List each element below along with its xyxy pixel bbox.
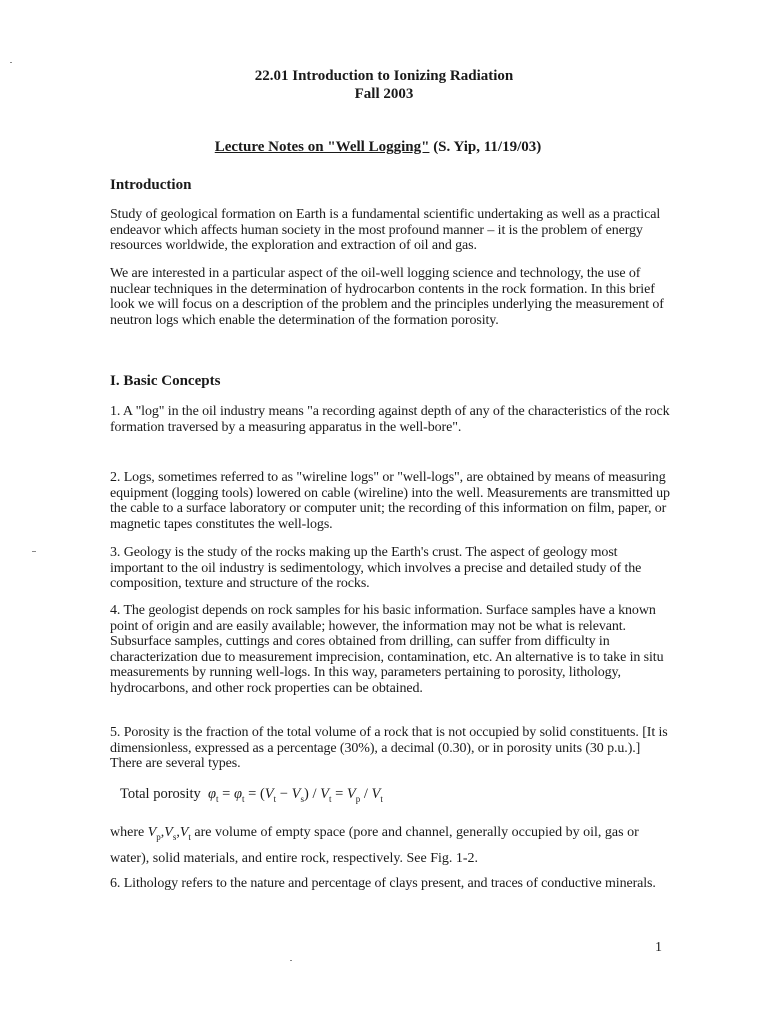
where-rest: are volume of empty space (pore and channel, generally occupied by oil, gas or water), solid materials, and entire rock, respectively. See Fig. 1-2. bbox=[110, 825, 639, 866]
formula-label: Total porosity bbox=[120, 786, 201, 802]
basic-concepts-heading: I. Basic Concepts bbox=[110, 373, 221, 389]
concept-item-6: 6. Lithology refers to the nature and percentage of clays present, and traces of conductive minerals. bbox=[110, 876, 656, 891]
introduction-paragraph-1: Study of geological formation on Earth is a fundamental scientific undertaking as well as a practical endeavor which affects human society in the most profound manner – it is the problem of energy resources worldwide, the exploration and extraction of oil and gas. bbox=[110, 207, 661, 254]
introduction-paragraph-2: We are interested in a particular aspect of the oil-well logging science and technology, the use of nuclear techniques in the determination of hydrocarbon contents in the rock formation. In this brief look we will focus on a description of the problem and the principles underlying the measurement of neutron logs which enable the determination of the formation porosity. bbox=[110, 266, 664, 328]
concept-item-2: 2. Logs, sometimes referred to as "wireline logs" or "well-logs", are obtained by means of measuring equipment (logging tools) lowered on cable (wireline) into the well. Measurements are transmitted up the cable to a surface laboratory or computer unit; the recording of this information on film, paper, or magnetic tapes constitutes the well-logs. bbox=[110, 470, 670, 532]
where-definition: where $V_p,V_s,V_t$ are volume of empty space (pore and channel, generally occupied by oil, gas or water), solid materials, and entire rock, respectively. See Fig. 1-2. bbox=[110, 825, 639, 866]
where-prefix: where bbox=[110, 825, 145, 840]
term: Fall 2003 bbox=[354, 86, 414, 102]
introduction-heading: Introduction bbox=[110, 177, 192, 193]
lecture-title: Lecture Notes on "Well Logging" bbox=[214, 139, 430, 155]
lecture-title-line bbox=[0, 139, 762, 156]
scan-speck bbox=[10, 62, 12, 63]
concept-item-3: 3. Geology is the study of the rocks making up the Earth's crust. The aspect of geology most important to the oil industry is sedimentology, which involves a precise and detailed study of the composition, texture and structure of the rocks. bbox=[110, 545, 642, 592]
scan-speck bbox=[290, 960, 292, 961]
lecture-meta: (S. Yip, 11/19/03) bbox=[429, 139, 542, 155]
concept-item-1: 1. A "log" in the oil industry means "a recording against depth of any of the characteristics of the rock formation traversed by a measuring apparatus in the well-bore". bbox=[110, 404, 670, 435]
course-title: 22.01 Introduction to Ionizing Radiation bbox=[254, 68, 514, 84]
page-number: 1 bbox=[655, 940, 662, 955]
concept-item-4: 4. The geologist depends on rock samples for his basic information. Surface samples have a known point of origin and are easily available; however, the information may not be what is relevant. Subsurface samples, cuttings and cores obtained from drilling, can suffer from difficulty in characterization due to measurement imprecision, contamination, etc. An alternative is to take in situ measurements by running well-logs. In this way, parameters pertaining to porosity, lithology, hydrocarbons, and other rock properties can be obtained. bbox=[110, 603, 664, 696]
scan-speck bbox=[32, 551, 36, 552]
total-porosity-formula: Total porosity $\varphi_t = \varphi_t = (V_t - V_s) / V_t = V_p / V_t$ bbox=[120, 786, 383, 804]
concept-item-5: 5. Porosity is the fraction of the total volume of a rock that is not occupied by solid constituents. [It is dimensionless, expressed as a percentage (30%), a decimal (0.30), or in porosity units (30 p.u.).] There are several types. bbox=[110, 725, 668, 772]
